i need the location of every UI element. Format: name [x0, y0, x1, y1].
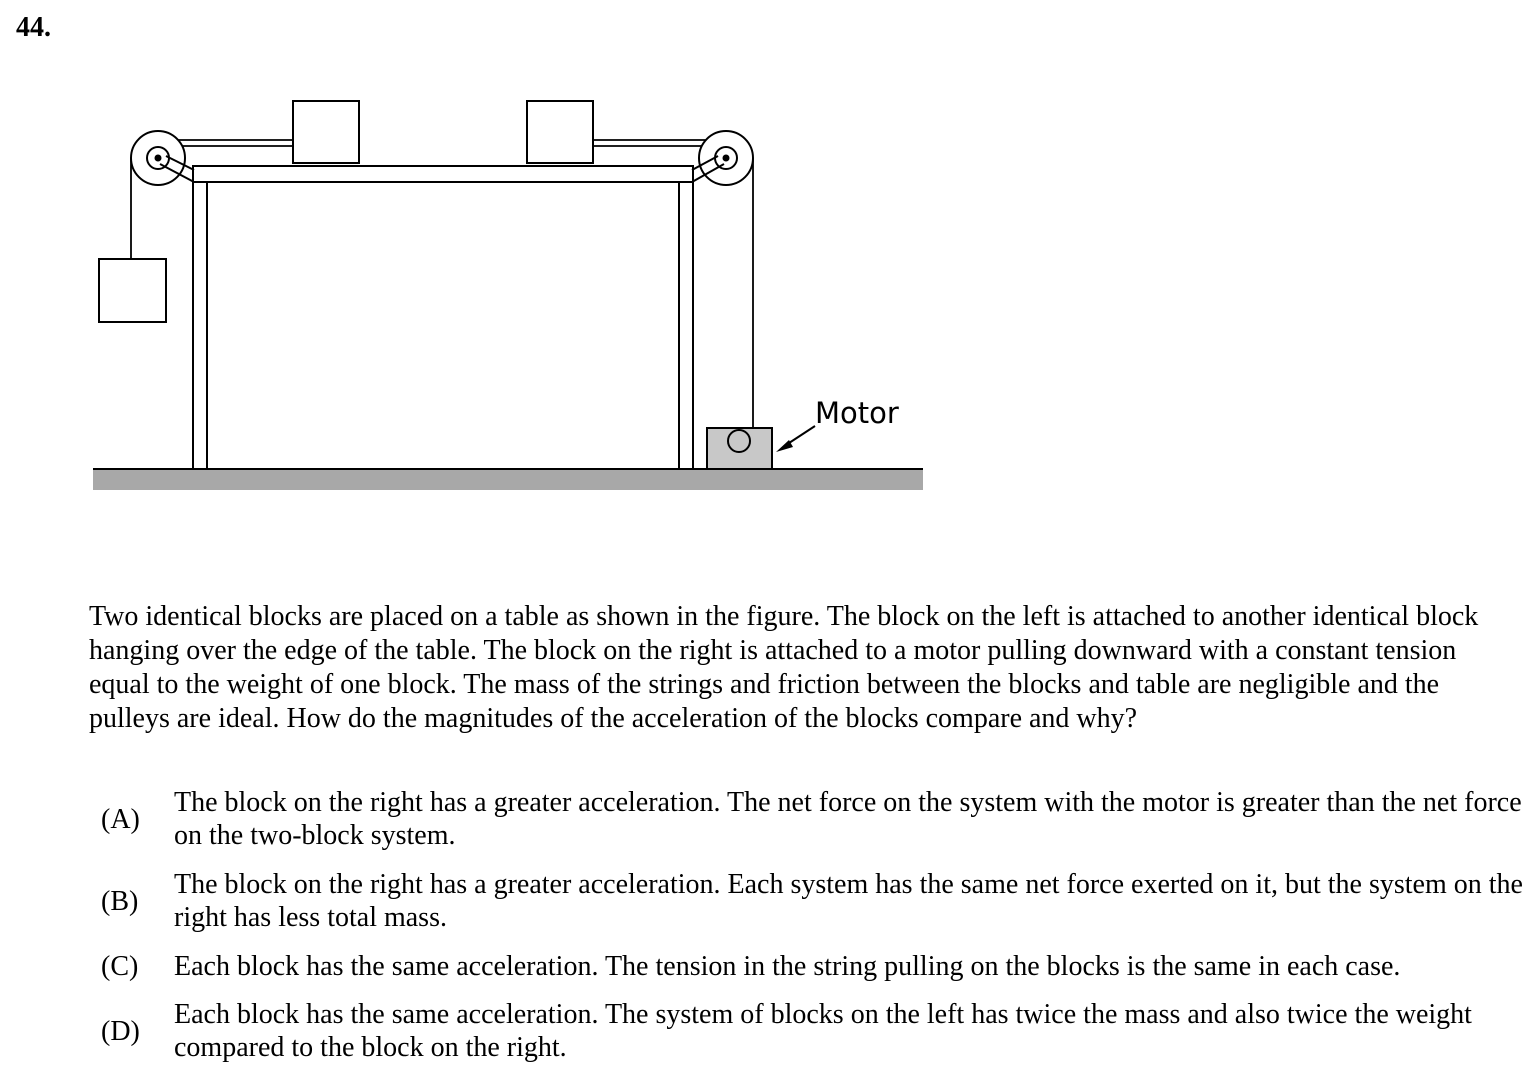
motor-label: Motor: [815, 396, 899, 430]
motor-pointer-arrow: [776, 426, 815, 452]
hanging-block: [99, 259, 166, 322]
question-number: 44.: [16, 12, 51, 43]
floor: [93, 469, 923, 490]
choice-text: Each block has the same acceleration. The system of blocks on the left has twice the mass and also twice the weight compared to the block on the right.: [174, 999, 1472, 1063]
choice-text: The block on the right has a greater acceleration. The net force on the system with the motor is greater than the net force on the two-block system.: [174, 787, 1522, 851]
choice-letter: (A): [101, 804, 140, 835]
choice-text: Each block has the same acceleration. The tension in the string pulling on the blocks is the same in each case.: [174, 951, 1401, 982]
motor: [707, 428, 772, 469]
choice-letter: (B): [101, 886, 139, 917]
strings: [131, 140, 753, 428]
choice-text: The block on the right has a greater acceleration. Each system has the same net force exerted on it, but the system on the right has less total mass.: [174, 869, 1523, 933]
question-stem: Two identical blocks are placed on a table as shown in the figure. The block on the left is attached to another identical block hanging over the edge of the table. The block on the right is attached to a motor pulling downward with a constant tension equal to the weight of one block. The mass of the strings and friction between the blocks and table are negligible and the pulleys are ideal. How do the magnitudes of the acceleration of the blocks compare and why?: [89, 601, 1479, 734]
table: [193, 166, 693, 469]
left-table-block: [293, 101, 359, 163]
choice-letter: (D): [101, 1016, 140, 1047]
right-table-block: [527, 101, 593, 163]
choice-letter: (C): [101, 951, 139, 982]
